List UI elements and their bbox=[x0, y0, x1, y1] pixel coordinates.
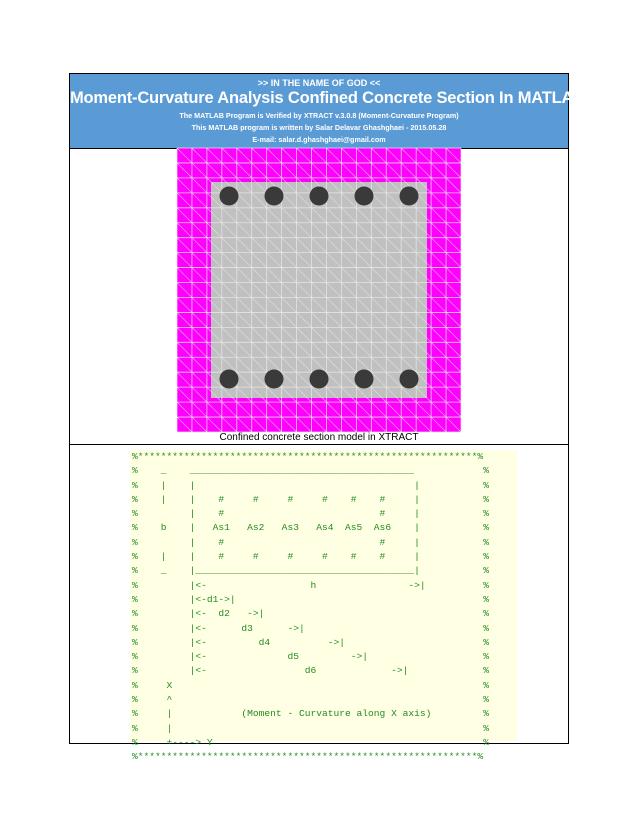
code-line: % |<-d1->| % bbox=[132, 593, 489, 605]
code-line: % | (Moment - Curvature along X axis) % bbox=[132, 708, 489, 720]
document-frame bbox=[69, 73, 585, 763]
code-line: % | % bbox=[132, 722, 489, 734]
code-line: % +----> Y % bbox=[132, 736, 489, 748]
ascii-section-diagram bbox=[132, 450, 489, 765]
code-line: % ^ % bbox=[132, 694, 489, 706]
rebar-bottom bbox=[400, 370, 419, 389]
rebar-top bbox=[220, 187, 239, 206]
rebar-bottom bbox=[220, 370, 239, 389]
code-line: %***********************************************************% bbox=[132, 451, 484, 462]
code-line: % X % bbox=[132, 679, 489, 691]
code-line: % | | | % bbox=[132, 479, 489, 491]
code-line: % _ |______________________________________| % bbox=[132, 565, 489, 577]
code-line: % _ _______________________________________ % bbox=[132, 465, 489, 477]
code-line: % | | # # # # # # | % bbox=[132, 493, 489, 505]
code-line: % b | As1 As2 As3 As4 As5 As6 | % bbox=[132, 522, 489, 534]
code-line: % | # # | % bbox=[132, 508, 489, 520]
code-line: % |<- d4 ->| % bbox=[132, 636, 489, 648]
code-line: %***********************************************************% bbox=[132, 751, 484, 763]
document-title: Moment-Curvature Analysis Confined Concrete Section In MATLAB bbox=[70, 89, 585, 107]
code-line: % |<- h ->| % bbox=[132, 579, 489, 591]
invocation-line: >> IN THE NAME OF GOD << bbox=[257, 78, 381, 88]
code-line: % | | # # # # # # | % bbox=[132, 551, 489, 563]
rebar-bottom bbox=[265, 370, 284, 389]
email-line: E-mail: salar.d.ghashghaei@gmail.com bbox=[252, 135, 386, 144]
title-banner bbox=[70, 74, 585, 149]
code-line: % | # # | % bbox=[132, 536, 489, 548]
rebar-top bbox=[265, 187, 284, 206]
rebar-top bbox=[310, 187, 329, 206]
code-line: % |<- d3 ->| % bbox=[132, 622, 489, 634]
section-figure-cell bbox=[70, 148, 568, 445]
code-comment-cell bbox=[70, 445, 568, 763]
verification-line: The MATLAB Program is Verified by XTRACT v.3.0.8 (Moment-Curvature Program) bbox=[179, 111, 459, 120]
figure-caption: Confined concrete section model in XTRACT bbox=[219, 432, 419, 443]
author-line: This MATLAB program is written by Salar Delavar Ghashghaei - 2015.05.28 bbox=[191, 123, 447, 132]
rebar-bottom bbox=[355, 370, 374, 389]
section-model-figure bbox=[177, 148, 461, 432]
rebar-bottom bbox=[310, 370, 329, 389]
matlab-comment-block bbox=[130, 450, 517, 763]
rebar-top bbox=[400, 187, 419, 206]
rebar-top bbox=[355, 187, 374, 206]
code-line: % |<- d2 ->| % bbox=[132, 608, 489, 620]
code-line: % |<- d6 ->| % bbox=[132, 665, 489, 677]
code-line: % |<- d5 ->| % bbox=[132, 651, 489, 663]
